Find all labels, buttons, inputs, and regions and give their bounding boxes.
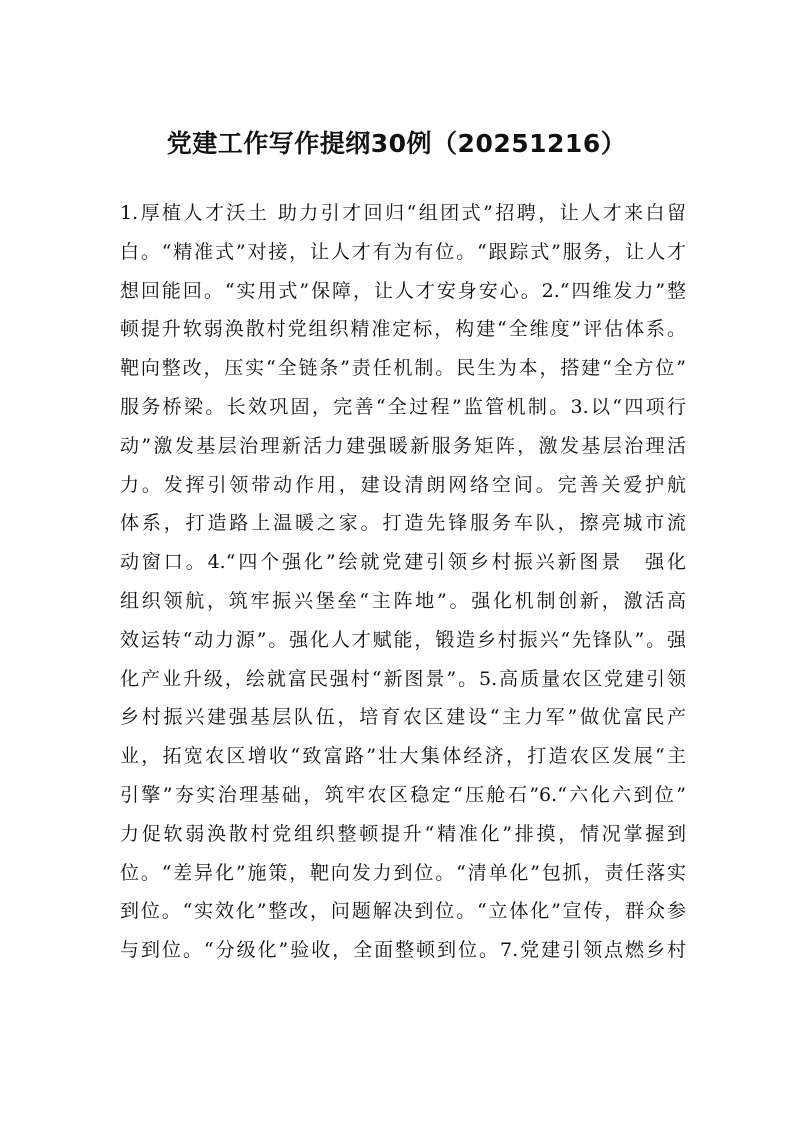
- document-body: [120, 194, 686, 970]
- body-line: 效运转“动力源”。强化人才赋能，锻造乡村振兴“先锋队”。强: [120, 628, 686, 651]
- body-line: 力促软弱涣散村党组织整顿提升“精准化”排摸，情况掌握到: [120, 822, 686, 845]
- document-title: 党建工作写作提纲30例（20251216）: [166, 129, 627, 158]
- body-line: 到位。“实效化”整改，问题解决到位。“立体化”宣传，群众参: [120, 900, 686, 923]
- body-line: 引擎”夯实治理基础，筑牢农区稳定“压舱石”6.“六化六到位”: [120, 783, 686, 806]
- body-line: 服务桥梁。长效巩固，完善“全过程”监管机制。3.以“四项行: [120, 395, 686, 418]
- body-line: 业，拓宽农区增收“致富路”壮大集体经济，打造农区发展“主: [120, 745, 686, 768]
- body-line: 顿提升软弱涣散村党组织精准定标，构建“全维度”评估体系。: [120, 318, 686, 341]
- body-line: 化产业升级，绘就富民强村“新图景”。5.高质量农区党建引领: [120, 667, 686, 690]
- body-line: 1.厚植人才沃土 助力引才回归“组团式”招聘，让人才来白留: [120, 202, 686, 224]
- body-line: 白。“精准式”对接，让人才有为有位。“跟踪式”服务，让人才: [120, 240, 686, 263]
- body-line: 位。“差异化”施策，靶向发力到位。“清单化”包抓，责任落实: [120, 861, 686, 884]
- body-line: 组织领航，筑牢振兴堡垒“主阵地”。强化机制创新，激活高: [120, 589, 686, 612]
- body-line: 乡村振兴建强基层队伍，培育农区建设“主力军”做优富民产: [120, 706, 686, 729]
- body-line: 力。发挥引领带动作用，建设清朗网络空间。完善关爱护航: [120, 473, 686, 496]
- body-line: 靶向整改，压实“全链条”责任机制。民生为本，搭建“全方位”: [120, 357, 686, 380]
- body-line: 体系，打造路上温暖之家。打造先锋服务车队，擦亮城市流: [120, 512, 686, 535]
- body-line: 想回能回。“实用式”保障，让人才安身安心。2.“四维发力”整: [120, 279, 686, 302]
- body-line: 与到位。“分级化”验收，全面整顿到位。7.党建引领点燃乡村: [120, 939, 686, 962]
- body-line: 动窗口。4.“四个强化”绘就党建引领乡村振兴新图景 强化: [120, 551, 686, 574]
- body-line: 动”激发基层治理新活力建强暖新服务矩阵，激发基层治理活: [120, 434, 686, 457]
